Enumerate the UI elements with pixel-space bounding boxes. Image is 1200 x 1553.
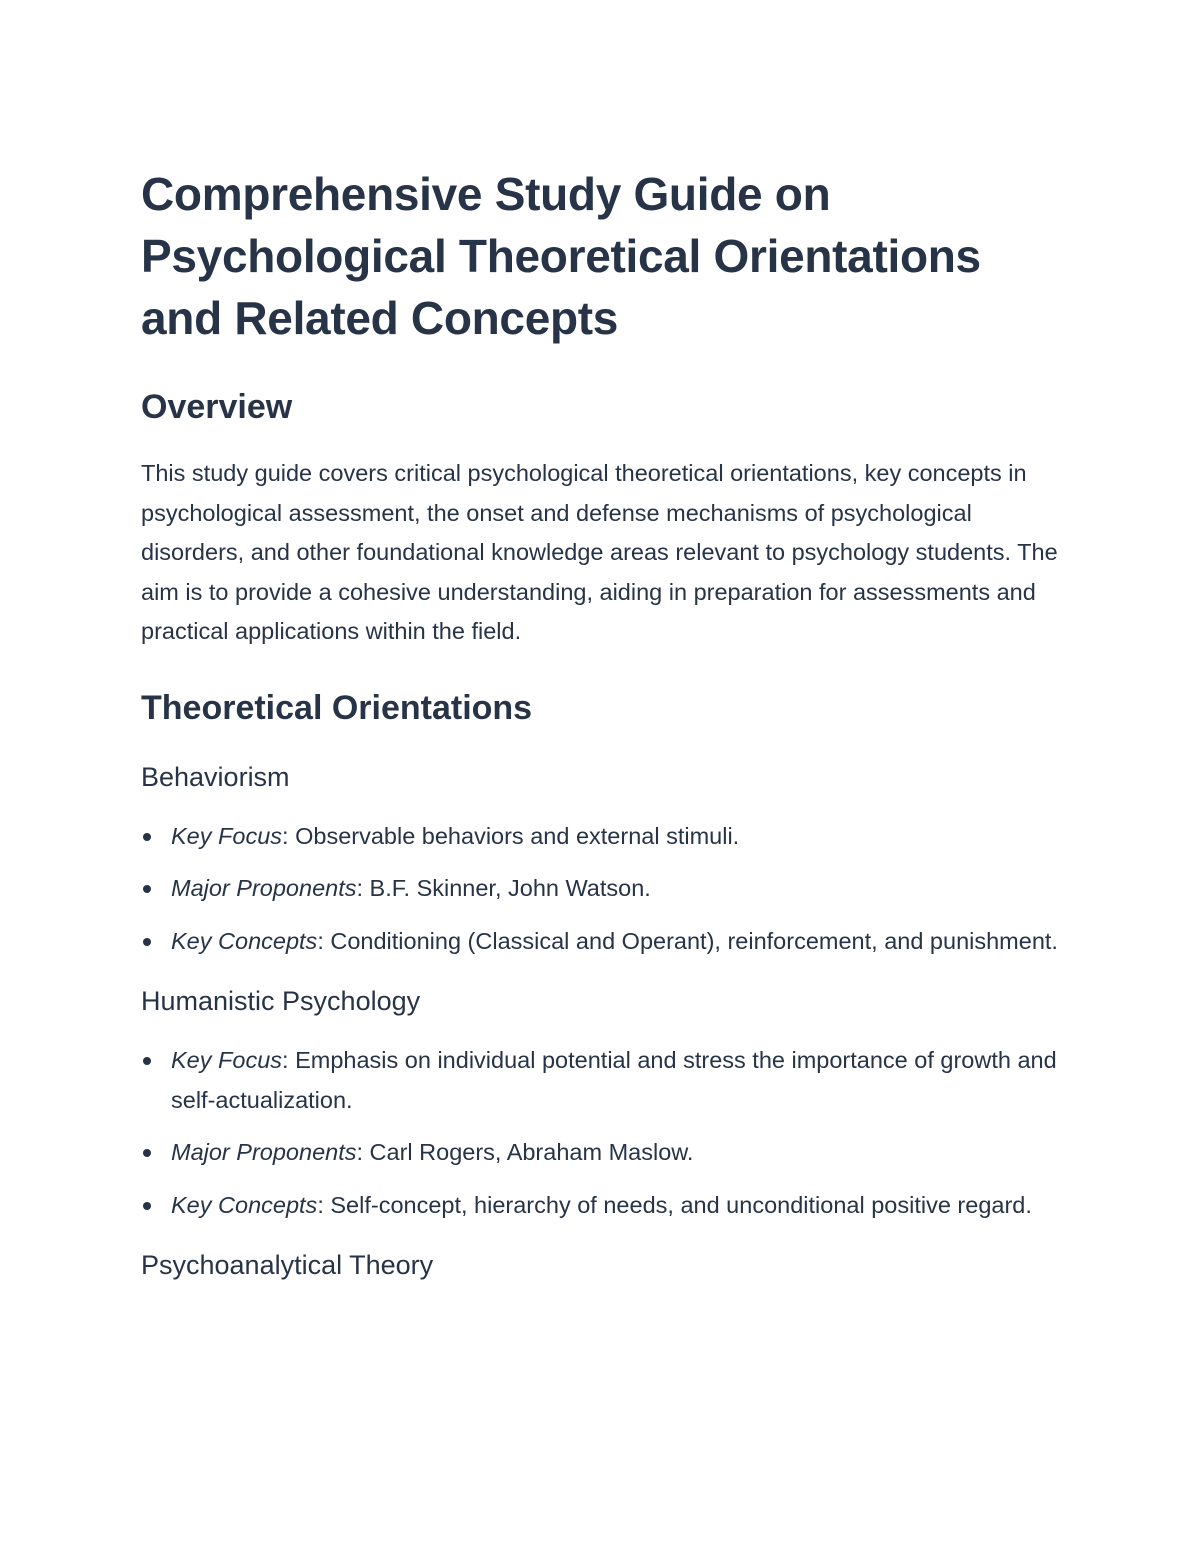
humanistic-psychology-heading: Humanistic Psychology xyxy=(141,986,421,1016)
item-term: Major Proponents xyxy=(171,875,357,901)
humanistic-list xyxy=(141,1041,1061,1225)
item-term: Key Concepts xyxy=(171,927,318,954)
list-item xyxy=(141,817,1061,857)
list-item xyxy=(141,1133,1061,1173)
item-term: Major Proponents xyxy=(171,1139,357,1165)
bullet-icon xyxy=(143,1202,151,1210)
theoretical-orientations-heading: Theoretical Orientations xyxy=(141,688,533,727)
list-item xyxy=(141,1041,1061,1120)
overview-paragraph: This study guide covers critical psychological theoretical orientations, key concepts in psychological assessment, the onset and defense mechanisms of psychological disorders, and other foundational knowledge areas relevant to psychology students. The aim is to provide a cohesive understanding, aiding in preparation for assessments and practical applications within the field. xyxy=(141,460,1058,644)
item-text: : Emphasis on individual potential and stress the importance of growth and self-actualization. xyxy=(171,1047,1057,1113)
item-text: : B.F. Skinner, John Watson. xyxy=(356,875,651,901)
behaviorism-heading: Behaviorism xyxy=(141,761,290,792)
document-title: Comprehensive Study Guide on Psychological Theoretical Orientations and Related Concepts xyxy=(141,168,981,344)
item-text: : Self-concept, hierarchy of needs, and unconditional positive regard. xyxy=(317,1191,1032,1218)
bullet-icon xyxy=(143,938,151,946)
bullet-icon xyxy=(143,1057,151,1065)
item-term: Key Concepts xyxy=(171,1191,318,1218)
item-text: : Observable behaviors and external stimuli. xyxy=(282,822,740,849)
bullet-icon xyxy=(143,1149,151,1157)
item-text: : Conditioning (Classical and Operant), reinforcement, and punishment. xyxy=(317,927,1058,954)
item-term: Key Focus xyxy=(171,1047,283,1073)
bullet-icon xyxy=(143,833,151,841)
item-term: Key Focus xyxy=(171,822,283,849)
psychoanalytical-theory-heading: Psychoanalytical Theory xyxy=(141,1250,434,1280)
item-text: : Carl Rogers, Abraham Maslow. xyxy=(356,1139,694,1165)
list-item xyxy=(141,1186,1061,1226)
behaviorism-list xyxy=(141,817,1061,962)
list-item xyxy=(141,869,1061,909)
bullet-icon xyxy=(143,885,151,893)
overview-heading: Overview xyxy=(141,388,293,426)
list-item xyxy=(141,922,1061,962)
document-page xyxy=(141,163,1061,1283)
